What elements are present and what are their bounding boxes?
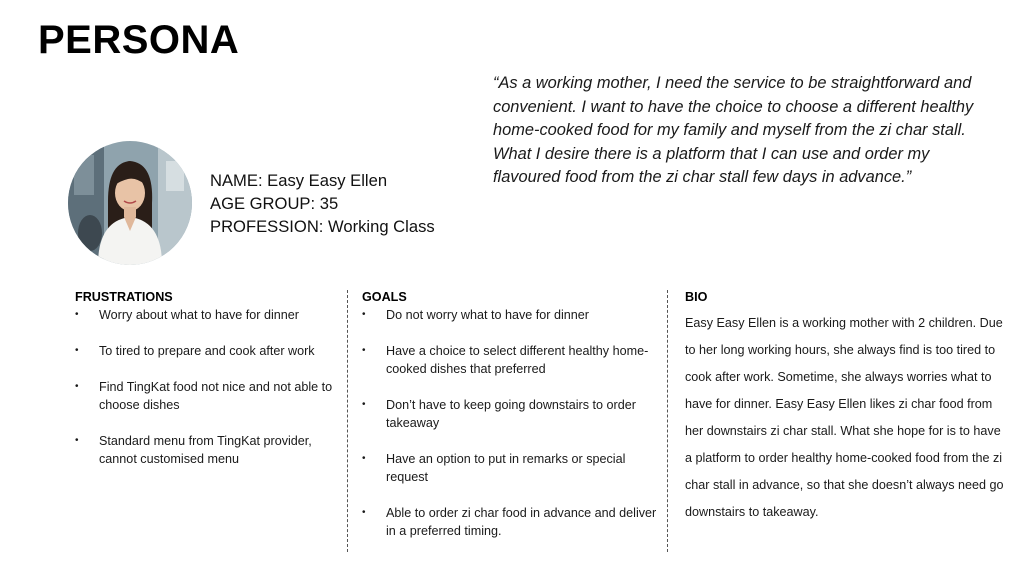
goals-section: [362, 290, 662, 558]
frustration-item: • To tired to prepare and cook after work: [75, 344, 315, 358]
persona-info: [210, 169, 435, 238]
frustration-item: • Find TingKat food not nice and not able to choose dishes: [75, 380, 333, 412]
persona-avatar: [68, 141, 192, 265]
persona-quote: “As a working mother, I need the service to be straightforward and convenient. I want to have the choice to choose a different healthy home-cooked food for my family and myself from the zi char stall. What I desire there is a platform that I can use and order my flavoured food from the zi char stall few days in advance.”: [493, 74, 974, 186]
goal-item: • Have a choice to select different healthy home-cooked dishes that preferred: [362, 344, 649, 376]
persona-name: NAME: Easy Easy Ellen: [210, 171, 388, 190]
frustration-item: • Worry about what to have for dinner: [75, 308, 299, 322]
bullet-icon: •: [75, 309, 79, 320]
persona-profession: PROFESSION: Working Class: [210, 217, 435, 236]
frustrations-section: [75, 290, 345, 486]
bullet-icon: •: [75, 435, 79, 446]
bullet-icon: •: [362, 309, 366, 320]
bullet-icon: •: [362, 507, 366, 518]
column-divider: [347, 290, 348, 552]
goal-item: • Have an option to put in remarks or special request: [362, 452, 626, 484]
goal-item: • Don’t have to keep going downstairs to order takeaway: [362, 398, 636, 430]
goal-item: • Able to order zi char food in advance and deliver in a preferred timing.: [362, 506, 657, 538]
goal-item: • Do not worry what to have for dinner: [362, 308, 590, 322]
bio-text: Easy Easy Ellen is a working mother with 2 children. Due to her long working hours, she always find is too tired to cook after work. Sometime, she always worries what to have for dinner. Easy Easy Ellen likes zi char food from her downstairs zi char stall. What she hope for is to have a platform to order healthy home-cooked food from the zi char stall in advance, so that she doesn’t always need go downstairs to takeaway.: [685, 316, 1004, 519]
page-title: PERSONA: [38, 18, 240, 62]
column-divider: [667, 290, 668, 552]
persona-age-group: AGE GROUP: 35: [210, 194, 339, 213]
frustration-item: • Standard menu from TingKat provider, cannot customised menu: [75, 434, 312, 466]
bullet-icon: •: [75, 345, 79, 356]
frustrations-heading: FRUSTRATIONS: [75, 290, 173, 304]
bullet-icon: •: [362, 345, 366, 356]
goals-heading: GOALS: [362, 290, 407, 304]
bio-section: [685, 290, 1005, 526]
bullet-icon: •: [362, 399, 366, 410]
bio-heading: BIO: [685, 290, 708, 304]
bullet-icon: •: [362, 453, 366, 464]
bullet-icon: •: [75, 381, 79, 392]
